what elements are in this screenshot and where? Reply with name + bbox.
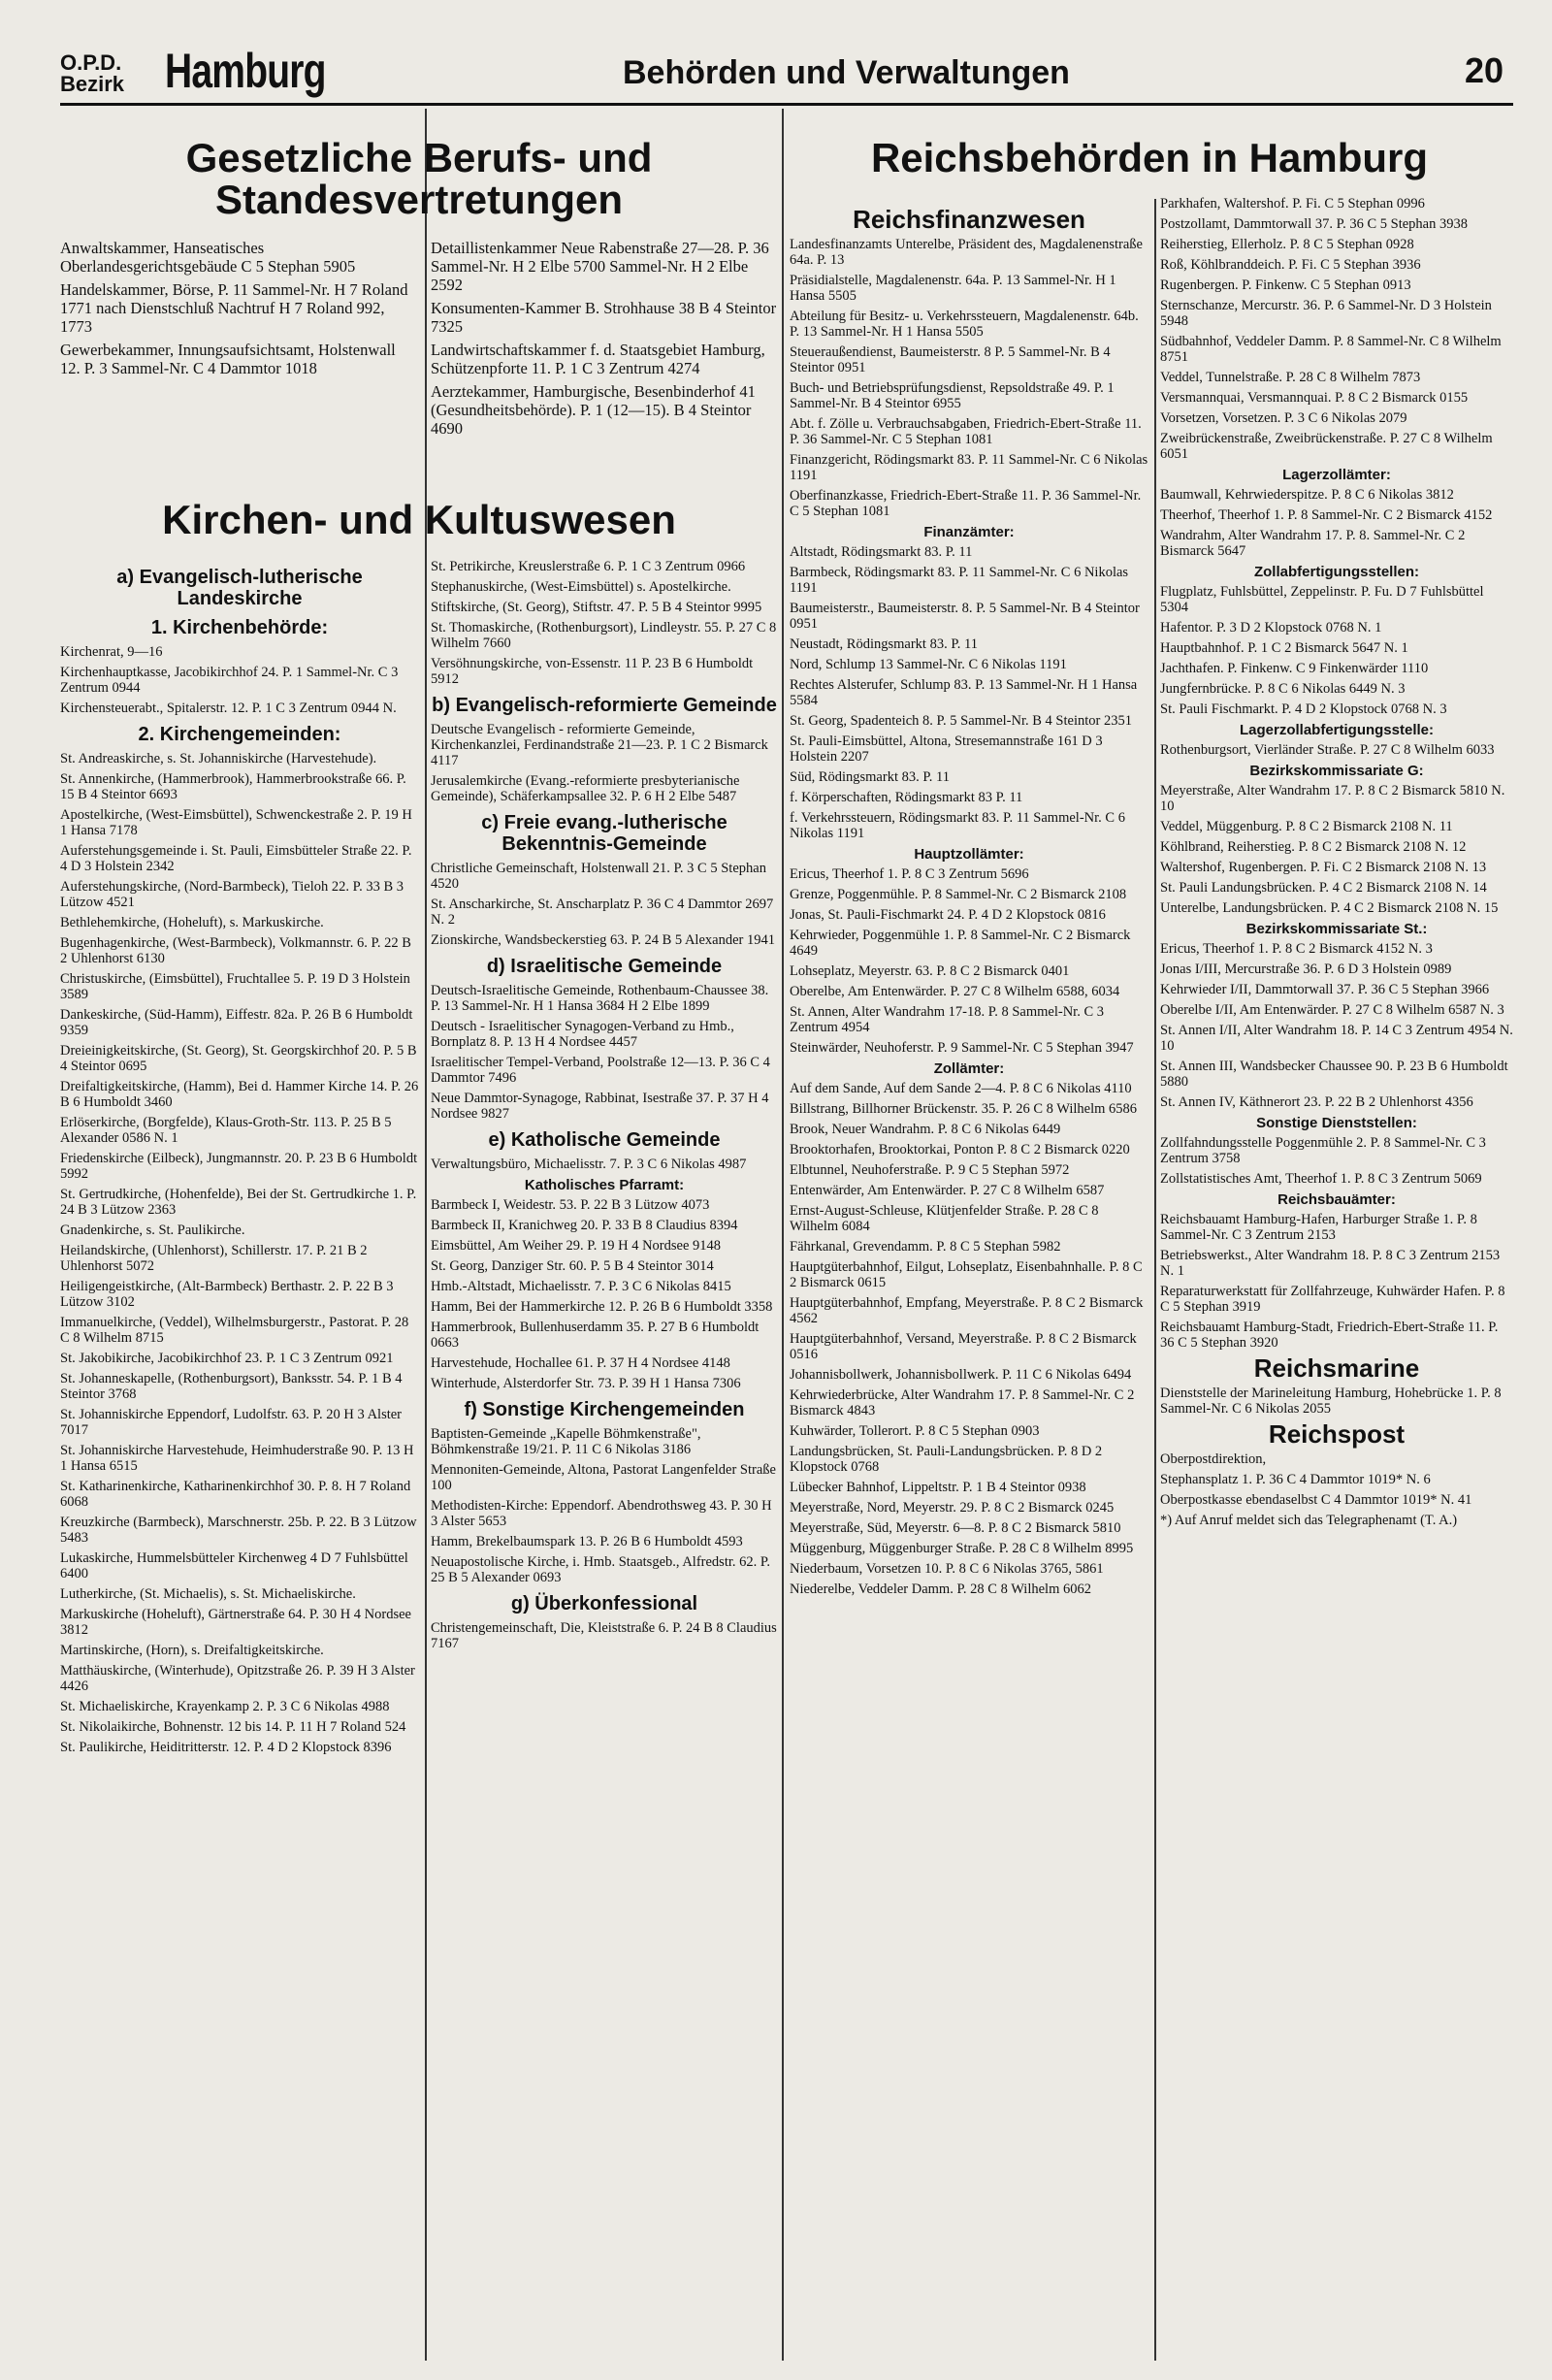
column-rule [782, 109, 784, 2361]
directory-entry: Steueraußendienst, Baumeisterstr. 8 P. 5 Sammel-Nr. B 4 Steintor 0951 [790, 344, 1111, 375]
directory-entry: Zionskirche, Wandsbeckerstieg 63. P. 24 B 5 Alexander 1941 [431, 932, 775, 948]
subsection-heading: Reichsfinanzwesen [853, 205, 1085, 234]
directory-entry: Auferstehungskirche, (Nord-Barmbeck), Tieloh 22. P. 33 B 3 Lützow 4521 [60, 879, 404, 910]
directory-entry: Betriebswerkst., Alter Wandrahm 18. P. 8 C 3 Zentrum 2153 N. 1 [1160, 1248, 1501, 1279]
directory-entry: Kirchenrat, 9—16 [60, 644, 163, 660]
directory-entry: Dienststelle der Marineleitung Hamburg, Hohebrücke 1. P. 8 Sammel-Nr. C 6 Nikolas 2055 [1160, 1386, 1502, 1417]
directory-entry: Heiligengeistkirche, (Alt-Barmbeck) Berthastr. 2. P. 22 B 3 Lützow 3102 [60, 1279, 394, 1310]
directory-entry: Abteilung für Besitz- u. Verkehrssteuern, Magdalenenstr. 64b. P. 13 Sammel-Nr. H 1 Hansa 5505 [790, 309, 1139, 340]
subsection-heading: f) Sonstige Kirchengemeinden [464, 1399, 745, 1420]
directory-entry: Verwaltungsbüro, Michaelisstr. 7. P. 3 C 6 Nikolas 4987 [431, 1157, 747, 1172]
directory-entry: Lohseplatz, Meyerstr. 63. P. 8 C 2 Bismarck 0401 [790, 963, 1070, 979]
directory-entry: Rechtes Alsterufer, Schlump 83. P. 13 Sammel-Nr. H 1 Hansa 5584 [790, 677, 1138, 708]
directory-entry: St. Pauli-Eimsbüttel, Altona, Stresemannstraße 161 D 3 Holstein 2207 [790, 734, 1103, 765]
directory-entry: Meyerstraße, Alter Wandrahm 17. P. 8 C 2 Bismarck 5810 N. 10 [1160, 783, 1505, 814]
directory-entry: Steinwärder, Neuhoferstr. P. 9 Sammel-Nr. C 5 Stephan 3947 [790, 1040, 1134, 1056]
directory-entry: Johannisbollwerk, Johannisbollwerk. P. 11 C 6 Nikolas 6494 [790, 1367, 1132, 1383]
subsection-heading: 2. Kirchengemeinden: [138, 724, 341, 745]
directory-entry: Handelskammer, Börse, P. 11 Sammel-Nr. H 7 Roland 1771 nach Dienstschluß Nachtruf H 7 Roland 992, 1773 [60, 280, 408, 336]
directory-entry: Meyerstraße, Süd, Meyerstr. 6—8. P. 8 C 2 Bismarck 5810 [790, 1520, 1121, 1536]
directory-entry: Dreifaltigkeitskirche, (Hamm), Bei d. Hammer Kirche 14. P. 26 B 6 Humboldt 3460 [60, 1079, 419, 1110]
directory-entry: St. Gertrudkirche, (Hohenfelde), Bei der St. Gertrudkirche 1. P. 24 B 3 Lützow 2363 [60, 1187, 417, 1218]
directory-entry: Hamm, Brekelbaumspark 13. P. 26 B 6 Humboldt 4593 [431, 1534, 743, 1549]
directory-entry: St. Pauli Fischmarkt. P. 4 D 2 Klopstock 0768 N. 3 [1160, 701, 1447, 717]
directory-entry: St. Annen I/II, Alter Wandrahm 18. P. 14 C 3 Zentrum 4954 N. 10 [1160, 1023, 1513, 1054]
directory-entry: Barmbeck I, Weidestr. 53. P. 22 B 3 Lützow 4073 [431, 1197, 710, 1213]
directory-entry: Ericus, Theerhof 1. P. 8 C 2 Bismarck 4152 N. 3 [1160, 941, 1433, 957]
directory-entry: Reiherstieg, Ellerholz. P. 8 C 5 Stephan 0928 [1160, 237, 1414, 252]
directory-entry: Bethlehemkirche, (Hoheluft), s. Markuskirche. [60, 915, 324, 930]
directory-entry: Rothenburgsort, Vierländer Straße. P. 27 C 8 Wilhelm 6033 [1160, 742, 1495, 758]
subsection-heading: g) Überkonfessional [510, 1593, 698, 1614]
directory-entry: Hammerbrook, Bullenhuserdamm 35. P. 27 B 6 Humboldt 0663 [431, 1320, 760, 1351]
directory-entry: Landwirtschaftskammer f. d. Staatsgebiet Hamburg, Schützenpforte 11. P. 1 C 3 Zentrum 4274 [431, 341, 765, 377]
directory-entry: Martinskirche, (Horn), s. Dreifaltigkeitskirche. [60, 1643, 324, 1658]
directory-entry: St. Annen III, Wandsbecker Chaussee 90. P. 23 B 6 Humboldt 5880 [1160, 1059, 1508, 1090]
directory-entry: Stephanuskirche, (West-Eimsbüttel) s. Apostelkirche. [431, 579, 731, 595]
directory-entry: Oberpostdirektion, [1160, 1451, 1267, 1467]
directory-entry: Veddel, Müggenburg. P. 8 C 2 Bismarck 2108 N. 11 [1160, 819, 1453, 834]
kirchen-title: Kirchen- und Kultuswesen [162, 497, 676, 542]
berufs-right-column [431, 239, 778, 442]
directory-entry: Oberelbe, Am Entenwärder. P. 27 C 8 Wilhelm 6588, 6034 [790, 984, 1120, 999]
subsection-heading: Lagerzollämter: [1282, 467, 1391, 483]
directory-entry: Lutherkirche, (St. Michaelis), s. St. Michaeliskirche. [60, 1586, 356, 1602]
subsection-heading: Bezirkskommissariate G: [1249, 763, 1424, 779]
directory-entry: Deutsch - Israelitischer Synagogen-Verband zu Hmb., Bornplatz 8. P. 13 H 4 Nordsee 4457 [431, 1019, 734, 1050]
directory-entry: Bugenhagenkirche, (West-Barmbeck), Volkmannstr. 6. P. 22 B 2 Uhlenhorst 6130 [60, 935, 411, 966]
directory-entry: Unterelbe, Landungsbrücken. P. 4 C 2 Bismarck 2108 N. 15 [1160, 900, 1499, 916]
directory-entry: Kirchensteuerabt., Spitalerstr. 12. P. 1 C 3 Zentrum 0944 N. [60, 701, 397, 716]
page-number: 20 [1464, 50, 1504, 90]
directory-entry: Reichsbauamt Hamburg-Stadt, Friedrich-Ebert-Straße 11. P. 36 C 5 Stephan 3920 [1160, 1320, 1499, 1351]
directory-entry: Reichsbauamt Hamburg-Hafen, Harburger Straße 1. P. 8 Sammel-Nr. C 3 Zentrum 2153 [1160, 1212, 1477, 1243]
directory-entry: Apostelkirche, (West-Eimsbüttel), Schwenckestraße 2. P. 19 H 1 Hansa 7178 [60, 807, 412, 838]
directory-entry: Zollstatistisches Amt, Theerhof 1. P. 8 C 3 Zentrum 5069 [1160, 1171, 1482, 1187]
directory-entry: Gewerbekammer, Innungsaufsichtsamt, Holstenwall 12. P. 3 Sammel-Nr. C 4 Dammtor 1018 [60, 341, 396, 377]
subsection-heading: Zollabfertigungsstellen: [1253, 564, 1419, 580]
directory-entry: Kehrwieder, Poggenmühle 1. P. 8 Sammel-Nr. C 2 Bismarck 4649 [790, 928, 1131, 959]
directory-entry: Deutsch-Israelitische Gemeinde, Rothenbaum-Chaussee 38. P. 13 Sammel-Nr. H 1 Hansa 3684 H 2 Elbe 1899 [431, 983, 769, 1014]
berufs-title: Gesetzliche Berufs- und Standesvertretungen [185, 135, 653, 222]
directory-entry: Friedenskirche (Eilbeck), Jungmannstr. 20. P. 23 B 6 Humboldt 5992 [60, 1151, 418, 1182]
directory-entry: Christengemeinschaft, Die, Kleiststraße 6. P. 24 B 8 Claudius 7167 [431, 1620, 777, 1651]
directory-entry: Kirchenhauptkasse, Jacobikirchhof 24. P. 1 Sammel-Nr. C 3 Zentrum 0944 [60, 665, 399, 696]
directory-entry: St. Petrikirche, Kreuslerstraße 6. P. 1 C 3 Zentrum 0966 [431, 559, 746, 574]
section-title: Behörden und Verwaltungen [623, 54, 1070, 91]
directory-entry: Anwaltskammer, Hanseatisches Oberlandesgerichtsgebäude C 5 Stephan 5905 [60, 239, 356, 276]
directory-entry: Mennoniten-Gemeinde, Altona, Pastorat Langenfelder Straße 100 [431, 1462, 776, 1493]
directory-entry: St. Andreaskirche, s. St. Johanniskirche (Harvestehude). [60, 751, 377, 766]
kirchen-column-2 [431, 559, 778, 1656]
subsection-heading: e) Katholische Gemeinde [488, 1129, 721, 1151]
city-title: Hamburg [165, 44, 326, 98]
directory-entry: Heilandskirche, (Uhlenhorst), Schillerstr. 17. P. 21 B 2 Uhlenhorst 5072 [60, 1243, 368, 1274]
berufs-left-column [60, 239, 419, 382]
directory-entry: Vorsetzen, Vorsetzen. P. 3 C 6 Nikolas 2079 [1160, 410, 1407, 426]
directory-entry: Christliche Gemeinschaft, Holstenwall 21. P. 3 C 5 Stephan 4520 [431, 861, 766, 892]
directory-entry: Reparaturwerkstatt für Zollfahrzeuge, Kuhwärder Hafen. P. 8 C 5 Stephan 3919 [1160, 1284, 1505, 1315]
directory-entry: Kehrwieder I/II, Dammtorwall 37. P. 36 C 5 Stephan 3966 [1160, 982, 1490, 997]
directory-entry: Roß, Köhlbranddeich. P. Fi. C 5 Stephan 3936 [1160, 257, 1421, 273]
directory-entry: Niederbaum, Vorsetzen 10. P. 8 C 6 Nikolas 3765, 5861 [790, 1561, 1104, 1577]
directory-entry: Süd, Rödingsmarkt 83. P. 11 [790, 769, 951, 785]
column-rule [1154, 199, 1156, 2361]
directory-entry: Finanzgericht, Rödingsmarkt 83. P. 11 Sammel-Nr. C 6 Nikolas 1191 [790, 452, 1148, 483]
directory-entry: Landesfinanzamts Unterelbe, Präsident des, Magdalenenstraße 64a. P. 13 [790, 237, 1143, 268]
directory-entry: Barmbeck II, Kranichweg 20. P. 33 B 8 Claudius 8394 [431, 1218, 738, 1233]
directory-entry: Eimsbüttel, Am Weiher 29. P. 19 H 4 Nordsee 9148 [431, 1238, 722, 1254]
directory-entry: Ericus, Theerhof 1. P. 8 C 3 Zentrum 5696 [790, 866, 1029, 882]
directory-entry: Veddel, Tunnelstraße. P. 28 C 8 Wilhelm 7873 [1160, 370, 1421, 385]
directory-entry: Flugplatz, Fuhlsbüttel, Zeppelinstr. P. Fu. D 7 Fuhlsbüttel 5304 [1160, 584, 1484, 615]
subsection-heading: Zollämter: [933, 1060, 1005, 1077]
directory-entry: Billstrang, Billhorner Brückenstr. 35. P. 26 C 8 Wilhelm 6586 [790, 1101, 1138, 1117]
directory-entry: Hmb.-Altstadt, Michaelisstr. 7. P. 3 C 6 Nikolas 8415 [431, 1279, 731, 1294]
directory-entry: Versöhnungskirche, von-Essenstr. 11 P. 23 B 6 Humboldt 5912 [431, 656, 754, 687]
directory-entry: St. Michaeliskirche, Krayenkamp 2. P. 3 C 6 Nikolas 4988 [60, 1699, 390, 1714]
directory-entry: Entenwärder, Am Entenwärder. P. 27 C 8 Wilhelm 6587 [790, 1183, 1105, 1198]
directory-entry: Baumeisterstr., Baumeisterstr. 8. P. 5 Sammel-Nr. B 4 Steintor 0951 [790, 601, 1140, 632]
subsection-heading: Hauptzollämter: [914, 846, 1024, 863]
directory-entry: St. Annen, Alter Wandrahm 17-18. P. 8 Sammel-Nr. C 3 Zentrum 4954 [790, 1004, 1104, 1035]
directory-entry: Neue Dammtor-Synagoge, Rabbinat, Isestraße 37. P. 37 H 4 Nordsee 9827 [431, 1091, 769, 1122]
directory-entry: Zollfahndungsstelle Poggenmühle 2. P. 8 Sammel-Nr. C 3 Zentrum 3758 [1160, 1135, 1486, 1166]
directory-entry: Hauptgüterbahnhof, Eilgut, Lohseplatz, Eisenbahnhalle. P. 8 C 2 Bismarck 0615 [790, 1259, 1143, 1290]
directory-entry: Kehrwiederbrücke, Alter Wandrahm 17. P. 8 Sammel-Nr. C 2 Bismarck 4843 [790, 1387, 1135, 1418]
directory-entry: Hafentor. P. 3 D 2 Klopstock 0768 N. 1 [1160, 620, 1382, 636]
directory-entry: Präsidialstelle, Magdalenenstr. 64a. P. 13 Sammel-Nr. H 1 Hansa 5505 [790, 273, 1116, 304]
subsection-heading: b) Evangelisch-reformierte Gemeinde [432, 695, 777, 716]
directory-entry: Stephansplatz 1. P. 36 C 4 Dammtor 1019* N. 6 [1160, 1472, 1431, 1487]
directory-entry: Versmannquai, Versmannquai. P. 8 C 2 Bismarck 0155 [1160, 390, 1469, 406]
directory-entry: St. Katharinenkirche, Katharinenkirchhof 30. P. 8. H 7 Roland 6068 [60, 1479, 411, 1510]
directory-entry: Kreuzkirche (Barmbeck), Marschnerstr. 25b. P. 22. B 3 Lützow 5483 [60, 1515, 417, 1546]
directory-entry: Niederelbe, Veddeler Damm. P. 28 C 8 Wilhelm 6062 [790, 1581, 1091, 1597]
directory-entry: Baumwall, Kehrwiederspitze. P. 8 C 6 Nikolas 3812 [1160, 487, 1454, 503]
directory-entry: Kuhwärder, Tollerort. P. 8 C 5 Stephan 0903 [790, 1423, 1040, 1439]
directory-entry: Müggenburg, Müggenburger Straße. P. 28 C 8 Wilhelm 8995 [790, 1541, 1134, 1556]
kirchen-column-1 [60, 559, 419, 1760]
directory-entry: Oberelbe I/II, Am Entenwärder. P. 27 C 8 Wilhelm 6587 N. 3 [1160, 1002, 1504, 1018]
directory-entry: St. Georg, Spadenteich 8. P. 5 Sammel-Nr. B 4 Steintor 2351 [790, 713, 1132, 729]
directory-entry: Konsumenten-Kammer B. Strohhause 38 B 4 Steintor 7325 [431, 299, 777, 336]
directory-entry: Neuapostolische Kirche, i. Hmb. Staatsgeb., Alfredstr. 62. P. 25 B 5 Alexander 0693 [431, 1554, 770, 1585]
directory-entry: Auferstehungsgemeinde i. St. Pauli, Eimsbütteler Straße 22. P. 4 D 3 Holstein 2342 [60, 843, 412, 874]
directory-entry: Christuskirche, (Eimsbüttel), Fruchtallee 5. P. 19 D 3 Holstein 3589 [60, 971, 410, 1002]
directory-entry: Auf dem Sande, Auf dem Sande 2—4. P. 8 C 6 Nikolas 4110 [790, 1081, 1132, 1096]
directory-entry: Jerusalemkirche (Evang.-reformierte presbyterianische Gemeinde), Schäferkampsallee 32. P. 6 H 2 Elbe 5487 [431, 773, 740, 804]
reich-column-2 [1160, 196, 1513, 1533]
subsection-heading: Bezirkskommissariate St.: [1245, 921, 1428, 937]
directory-entry: Landungsbrücken, St. Pauli-Landungsbrücken. P. 8 D 2 Klopstock 0768 [790, 1444, 1103, 1475]
directory-entry: *) Auf Anruf meldet sich das Telegraphenamt (T. A.) [1160, 1513, 1458, 1528]
directory-entry: Brook, Neuer Wandrahm. P. 8 C 6 Nikolas 6449 [790, 1122, 1061, 1137]
directory-entry: Israelitischer Tempel-Verband, Poolstraße 12—13. P. 36 C 4 Dammtor 7496 [431, 1055, 770, 1086]
directory-entry: Sternschanze, Mercurstr. 36. P. 6 Sammel-Nr. D 3 Holstein 5948 [1160, 298, 1492, 329]
directory-entry: Baptisten-Gemeinde „Kapelle Böhmkenstraße", Böhmkenstraße 19/21. P. 11 C 6 Nikolas 3186 [431, 1426, 701, 1457]
directory-entry: Meyerstraße, Nord, Meyerstr. 29. P. 8 C 2 Bismarck 0245 [790, 1500, 1115, 1516]
directory-entry: Gnadenkirche, s. St. Paulikirche. [60, 1223, 245, 1238]
directory-entry: Barmbeck, Rödingsmarkt 83. P. 11 Sammel-Nr. C 6 Nikolas 1191 [790, 565, 1129, 596]
column-rule [425, 109, 427, 2361]
directory-entry: Markuskirche (Hoheluft), Gärtnerstraße 64. P. 30 H 4 Nordsee 3812 [60, 1607, 411, 1638]
directory-entry: Matthäuskirche, (Winterhude), Opitzstraße 26. P. 39 H 3 Alster 4426 [60, 1663, 415, 1694]
subsection-heading: a) Evangelisch-lutherische Landeskirche [116, 567, 363, 609]
subsection-heading: Reichsmarine [1253, 1353, 1420, 1383]
directory-entry: Harvestehude, Hochallee 61. P. 37 H 4 Nordsee 4148 [431, 1355, 730, 1371]
directory-entry: Lübecker Bahnhof, Lippeltstr. P. 1 B 4 Steintor 0938 [790, 1480, 1086, 1495]
directory-entry: Hauptgüterbahnhof, Versand, Meyerstraße. P. 8 C 2 Bismarck 0516 [790, 1331, 1137, 1362]
directory-entry: Ernst-August-Schleuse, Klütjenfelder Straße. P. 28 C 8 Wilhelm 6084 [790, 1203, 1099, 1234]
directory-entry: St. Jakobikirche, Jacobikirchhof 23. P. 1 C 3 Zentrum 0921 [60, 1351, 394, 1366]
directory-entry: St. Johanniskirche Eppendorf, Ludolfstr. 63. P. 20 H 3 Alster 7017 [60, 1407, 403, 1438]
directory-entry: St. Georg, Danziger Str. 60. P. 5 B 4 Steintor 3014 [431, 1258, 714, 1274]
directory-entry: Altstadt, Rödingsmarkt 83. P. 11 [790, 544, 973, 560]
directory-entry: Aerztekammer, Hamburgische, Besenbinderhof 41 (Gesundheitsbehörde). P. 1 (12—15). B 4 Steintor 4690 [431, 382, 756, 438]
directory-entry: f. Verkehrssteuern, Rödingsmarkt 83. P. 11 Sammel-Nr. C 6 Nikolas 1191 [790, 810, 1125, 841]
subsection-heading: d) Israelitische Gemeinde [486, 956, 723, 977]
directory-entry: Nord, Schlump 13 Sammel-Nr. C 6 Nikolas 1191 [790, 657, 1067, 672]
directory-entry: f. Körperschaften, Rödingsmarkt 83 P. 11 [790, 790, 1023, 805]
directory-entry: Oberpostkasse ebendaselbst C 4 Dammtor 1019* N. 41 [1160, 1492, 1472, 1508]
directory-entry: Methodisten-Kirche: Eppendorf. Abendrothsweg 43. P. 30 H 3 Alster 5653 [431, 1498, 772, 1529]
opd-label: O.P.D. Bezirk [60, 50, 125, 96]
directory-entry: Jungfernbrücke. P. 8 C 6 Nikolas 6449 N. 3 [1160, 681, 1406, 697]
directory-entry: Hamm, Bei der Hammerkirche 12. P. 26 B 6 Humboldt 3358 [431, 1299, 773, 1315]
subsection-heading: Sonstige Dienststellen: [1256, 1115, 1417, 1131]
directory-entry: Postzollamt, Dammtorwall 37. P. 36 C 5 Stephan 3938 [1160, 216, 1468, 232]
directory-entry: Grenze, Poggenmühle. P. 8 Sammel-Nr. C 2 Bismarck 2108 [790, 887, 1127, 902]
directory-entry: Erlöserkirche, (Borgfelde), Klaus-Groth-Str. 113. P. 25 B 5 Alexander 0586 N. 1 [60, 1115, 392, 1146]
directory-entry: St. Annenkirche, (Hammerbrook), Hammerbrookstraße 66. P. 15 B 4 Steintor 6693 [60, 771, 406, 802]
directory-entry: Hauptbahnhof. P. 1 C 2 Bismarck 5647 N. 1 [1160, 640, 1408, 656]
directory-entry: Stiftskirche, (St. Georg), Stiftstr. 47. P. 5 B 4 Steintor 9995 [431, 600, 762, 615]
subsection-heading: Lagerzollabfertigungsstelle: [1239, 722, 1435, 738]
directory-entry: Theerhof, Theerhof 1. P. 8 Sammel-Nr. C 2 Bismarck 4152 [1160, 507, 1493, 523]
directory-entry: St. Anscharkirche, St. Anscharplatz P. 36 C 4 Dammtor 2697 N. 2 [431, 897, 774, 928]
reich-column-1 [790, 202, 1148, 1602]
directory-entry: St. Pauli Landungsbrücken. P. 4 C 2 Bismarck 2108 N. 14 [1160, 880, 1487, 896]
directory-entry: Detaillistenkammer Neue Rabenstraße 27—28. P. 36 Sammel-Nr. H 2 Elbe 5700 Sammel-Nr. H 2 Elbe 2592 [431, 239, 769, 294]
directory-entry: Jonas, St. Pauli-Fischmarkt 24. P. 4 D 2 Klopstock 0816 [790, 907, 1106, 923]
directory-entry: Dankeskirche, (Süd-Hamm), Eiffestr. 82a. P. 26 B 6 Humboldt 9359 [60, 1007, 413, 1038]
directory-entry: St. Johanniskirche Harvestehude, Heimhuderstraße 90. P. 13 H 1 Hansa 6515 [60, 1443, 414, 1474]
subsection-heading: c) Freie evang.-lutherische Bekenntnis-Gemeinde [481, 812, 728, 855]
directory-entry: Südbahnhof, Veddeler Damm. P. 8 Sammel-Nr. C 8 Wilhelm 8751 [1160, 334, 1502, 365]
directory-entry: Lukaskirche, Hummelsbütteler Kirchenweg 4 D 7 Fuhlsbüttel 6400 [60, 1550, 408, 1581]
directory-entry: St. Paulikirche, Heiditritterstr. 12. P. 4 D 2 Klopstock 8396 [60, 1740, 392, 1755]
directory-entry: Köhlbrand, Reiherstieg. P. 8 C 2 Bismarck 2108 N. 12 [1160, 839, 1467, 855]
directory-entry: Deutsche Evangelisch - reformierte Gemeinde, Kirchenkanzlei, Ferdinandstraße 21—23. P. 1 C 2 Bismarck 4117 [431, 722, 768, 768]
directory-entry: Zweibrückenstraße, Zweibrückenstraße. P. 27 C 8 Wilhelm 6051 [1160, 431, 1493, 462]
directory-entry: Rugenbergen. P. Finkenw. C 5 Stephan 0913 [1160, 277, 1411, 293]
directory-entry: Elbtunnel, Neuhoferstraße. P. 9 C 5 Stephan 5972 [790, 1162, 1070, 1178]
directory-entry: Wandrahm, Alter Wandrahm 17. P. 8. Sammel-Nr. C 2 Bismarck 5647 [1160, 528, 1466, 559]
directory-entry: Abt. f. Zölle u. Verbrauchsabgaben, Friedrich-Ebert-Straße 11. P. 36 Sammel-Nr. C 5 Stephan 1081 [790, 416, 1142, 447]
directory-entry: Jachthafen. P. Finkenw. C 9 Finkenwärder 1110 [1160, 661, 1429, 676]
subsection-heading: Reichspost [1268, 1419, 1406, 1449]
subsection-heading: Finanzämter: [923, 524, 1015, 540]
directory-entry: St. Nikolaikirche, Bohnenstr. 12 bis 14. P. 11 H 7 Roland 524 [60, 1719, 406, 1735]
directory-entry: Jonas I/III, Mercurstraße 36. P. 6 D 3 Holstein 0989 [1160, 962, 1452, 977]
directory-entry: Fährkanal, Grevendamm. P. 8 C 5 Stephan 5982 [790, 1239, 1061, 1255]
subsection-heading: Katholisches Pfarramt: [524, 1177, 685, 1193]
directory-entry: Buch- und Betriebsprüfungsdienst, Repsoldstraße 49. P. 1 Sammel-Nr. B 4 Steintor 6955 [790, 380, 1115, 411]
directory-entry: St. Annen IV, Käthnerort 23. P. 22 B 2 Uhlenhorst 4356 [1160, 1094, 1473, 1110]
directory-entry: Hauptgüterbahnhof, Empfang, Meyerstraße. P. 8 C 2 Bismarck 4562 [790, 1295, 1144, 1326]
directory-entry: Immanuelkirche, (Veddel), Wilhelmsburgerstr., Pastorat. P. 28 C 8 Wilhelm 8715 [60, 1315, 409, 1346]
directory-entry: Waltershof, Rugenbergen. P. Fi. C 2 Bismarck 2108 N. 13 [1160, 860, 1487, 875]
page-header [60, 44, 1513, 106]
directory-entry: St. Johanneskapelle, (Rothenburgsort), Banksstr. 54. P. 1 B 4 Steintor 3768 [60, 1371, 403, 1402]
directory-entry: Oberfinanzkasse, Friedrich-Ebert-Straße 11. P. 36 Sammel-Nr. C 5 Stephan 1081 [790, 488, 1142, 519]
directory-entry: Neustadt, Rödingsmarkt 83. P. 11 [790, 636, 979, 652]
directory-entry: Brooktorhafen, Brooktorkai, Ponton P. 8 C 2 Bismarck 0220 [790, 1142, 1130, 1157]
directory-entry: St. Thomaskirche, (Rothenburgsort), Lindleystr. 55. P. 27 C 8 Wilhelm 7660 [431, 620, 777, 651]
directory-entry: Dreieinigkeitskirche, (St. Georg), St. Georgskirchhof 20. P. 5 B 4 Steintor 0695 [60, 1043, 417, 1074]
directory-entry: Winterhude, Alsterdorfer Str. 73. P. 39 H 1 Hansa 7306 [431, 1376, 741, 1391]
reich-title: Reichsbehörden in Hamburg [870, 135, 1429, 180]
directory-entry: Parkhafen, Waltershof. P. Fi. C 5 Stephan 0996 [1160, 196, 1425, 212]
subsection-heading: 1. Kirchenbehörde: [150, 617, 329, 638]
subsection-heading: Reichsbauämter: [1277, 1191, 1396, 1208]
